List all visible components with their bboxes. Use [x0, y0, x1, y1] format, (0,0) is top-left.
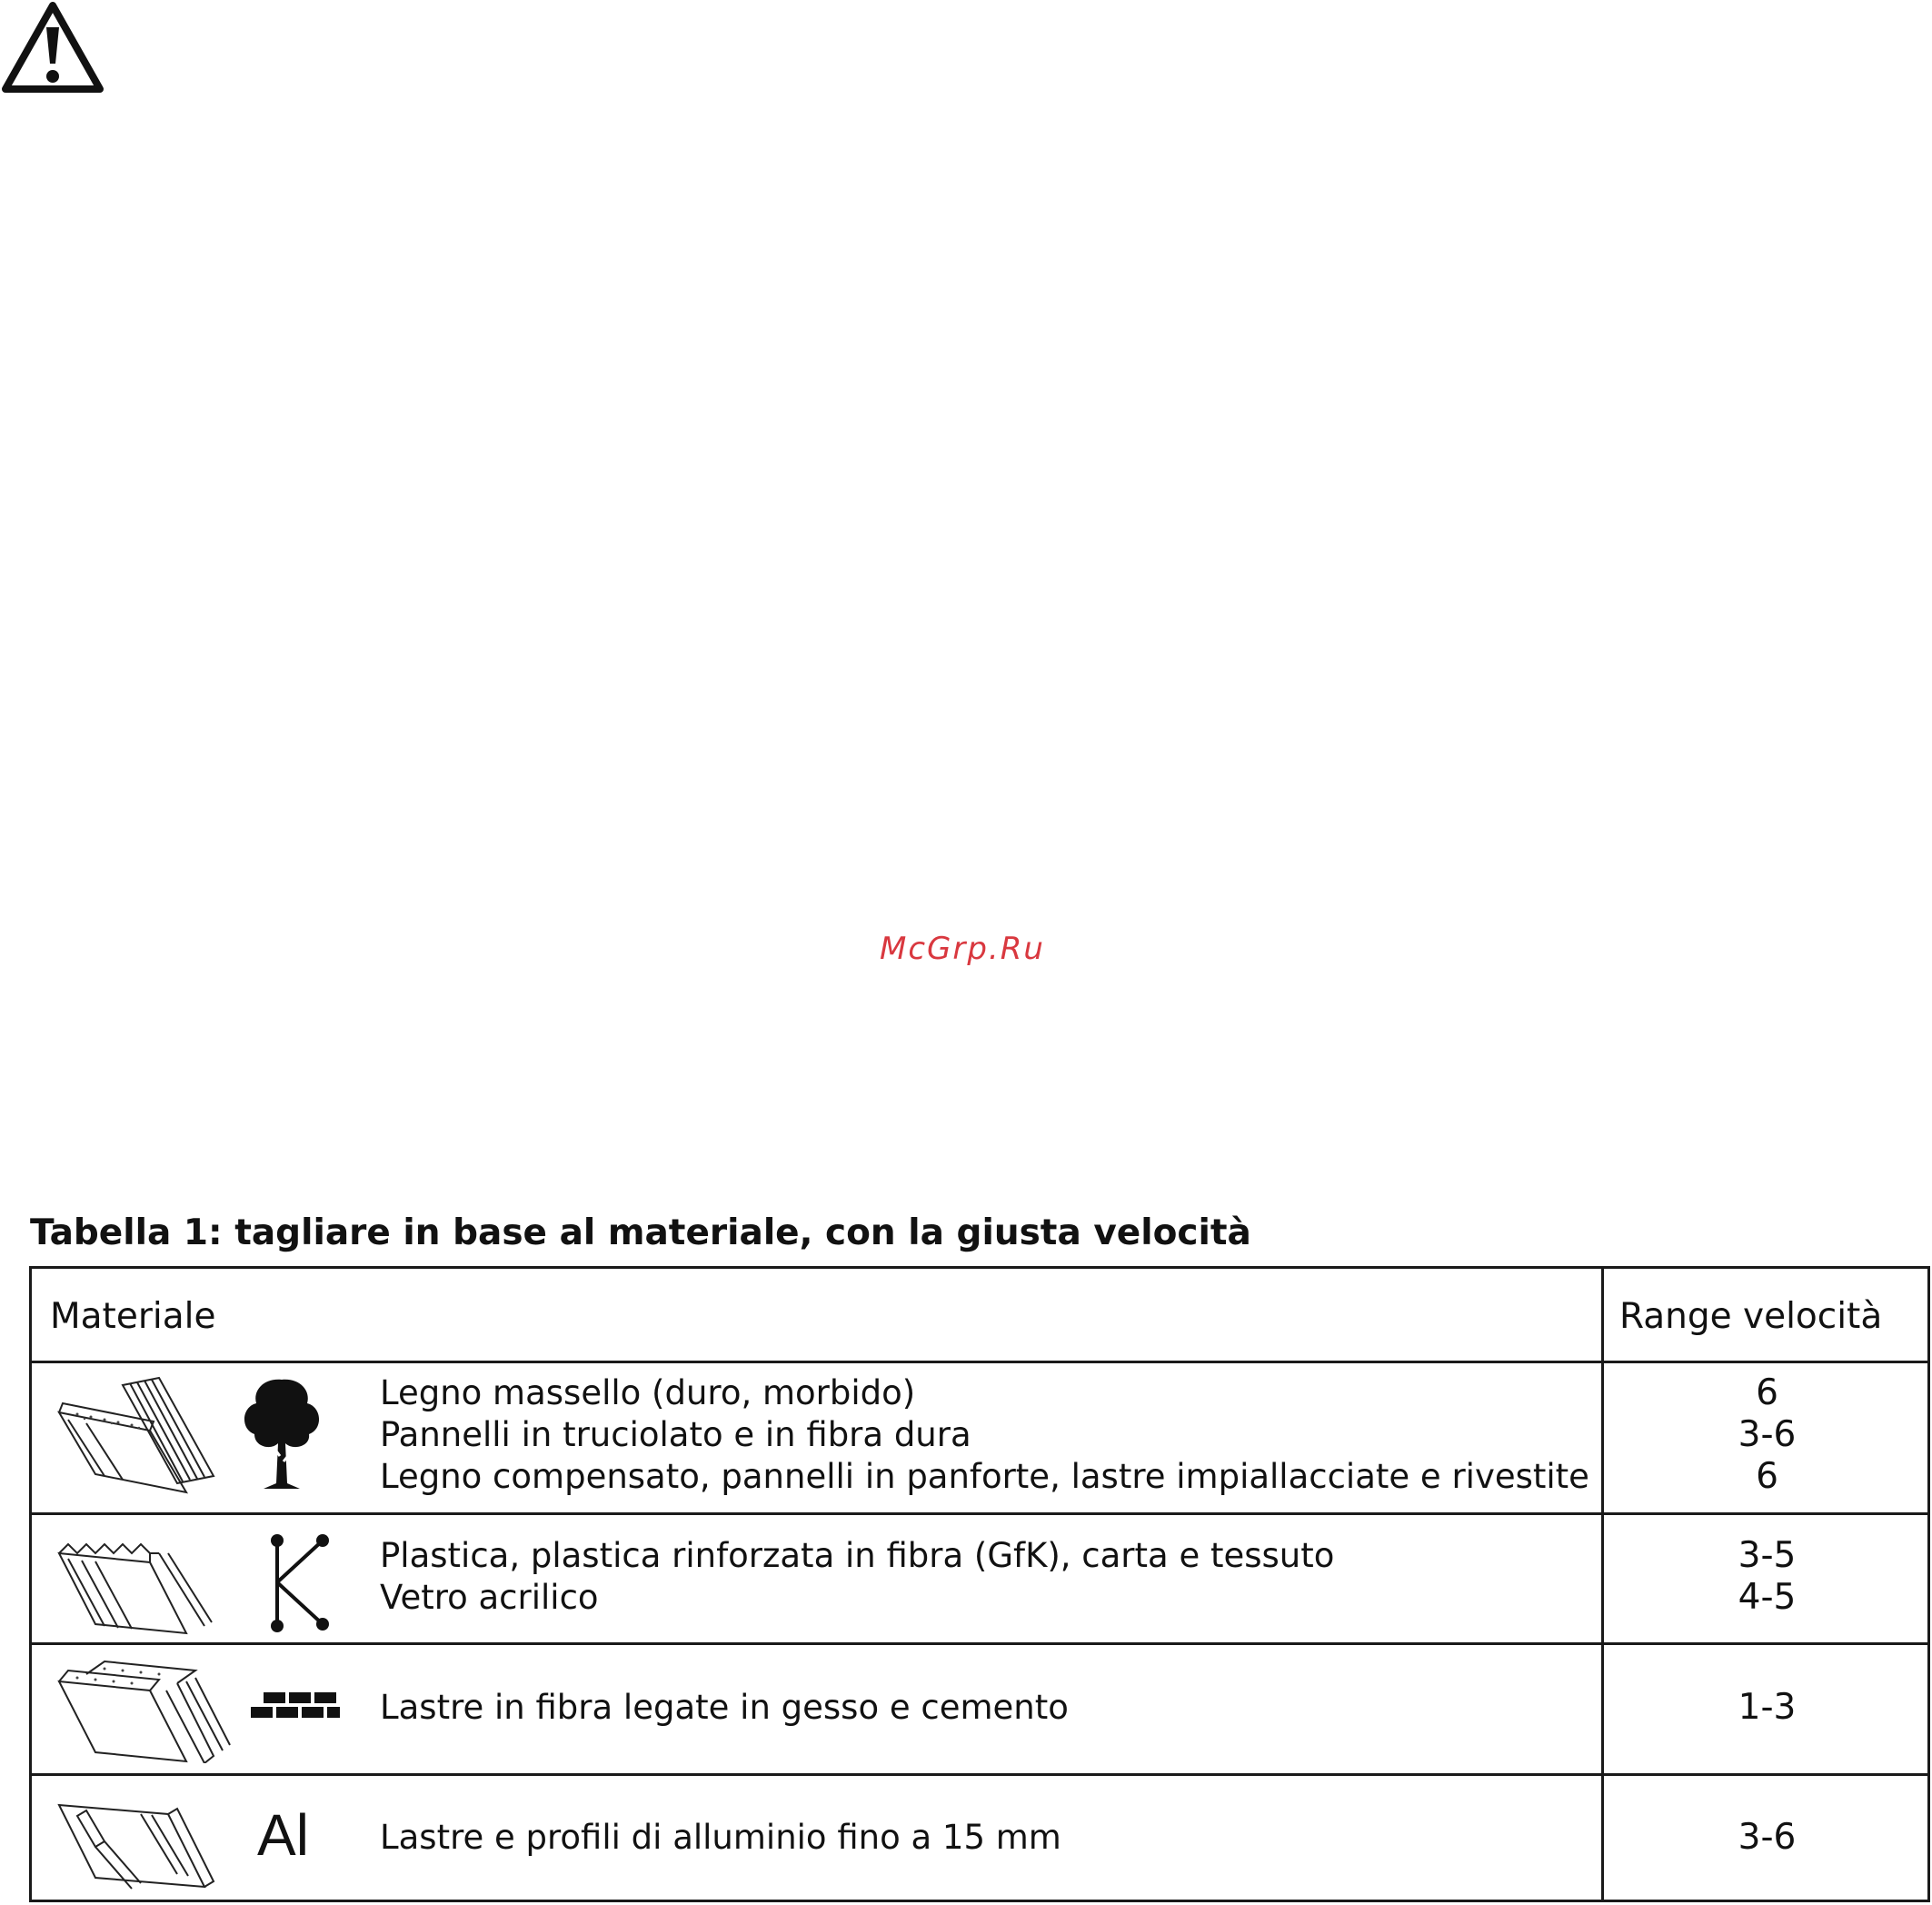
plastic-symbol-icon [250, 1524, 341, 1642]
speed-value: 1-3 [1738, 1687, 1797, 1728]
materials-cell [380, 1817, 1061, 1859]
material-text: Pannelli in truciolato e in fibra dura [380, 1415, 971, 1454]
materials-cell [380, 1535, 1334, 1619]
speed-table [29, 1266, 1930, 1902]
materials-cell [380, 1687, 1069, 1729]
table-row [32, 1515, 1927, 1642]
material-text: Plastica, plastica rinforzata in fibra (GfK), carta e tessuto [380, 1536, 1335, 1575]
table-row [32, 1645, 1927, 1773]
speed-value: 4-5 [1738, 1577, 1797, 1618]
table-row [32, 1776, 1927, 1902]
speed-cell [1604, 1817, 1930, 1859]
warning-triangle-icon [0, 0, 105, 96]
brick-icon [245, 1681, 345, 1745]
speed-value: 3-6 [1738, 1414, 1797, 1455]
speed-value: 3-6 [1738, 1817, 1797, 1858]
header-material: Materiale [50, 1296, 216, 1337]
aluminium-symbol-icon: Al [257, 1802, 309, 1868]
speed-value: 6 [1756, 1372, 1778, 1413]
material-text: Legno compensato, pannelli in panforte, lastre impiallacciate e rivestite [380, 1457, 1589, 1496]
speed-value: 6 [1756, 1456, 1778, 1497]
tree-icon [236, 1374, 327, 1492]
material-text: Lastre in fibra legate in gesso e cemento [380, 1688, 1069, 1727]
materials-cell [380, 1372, 1589, 1498]
speed-cell [1604, 1535, 1930, 1619]
table-row [32, 1363, 1927, 1512]
speed-cell [1604, 1687, 1930, 1729]
watermark: McGrp.Ru [880, 931, 1045, 967]
speed-cell [1604, 1372, 1930, 1498]
material-text: Legno massello (duro, morbido) [380, 1373, 916, 1412]
aluminium-profiles-icon [50, 1787, 359, 1896]
header-speed: Range velocità [1619, 1296, 1883, 1337]
material-text: Lastre e profili di alluminio fino a 15 mm [380, 1818, 1061, 1857]
table-caption: Tabella 1: tagliare in base al materiale, con la giusta velocità [30, 1212, 1251, 1253]
material-text: Vetro acrilico [380, 1578, 599, 1617]
speed-value: 3-5 [1738, 1535, 1797, 1576]
